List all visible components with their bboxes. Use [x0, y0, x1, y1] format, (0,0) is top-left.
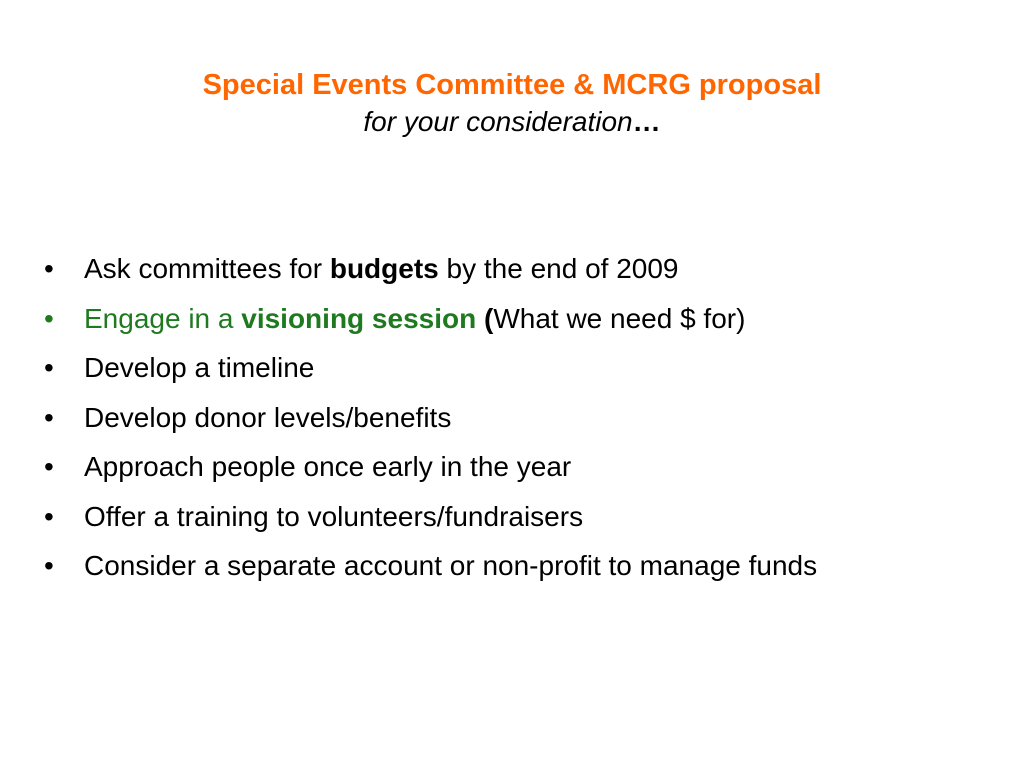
subtitle-ellipsis: …: [632, 106, 661, 137]
bullet-item: [44, 294, 1004, 344]
title-block: [0, 66, 1024, 140]
bullet-marker: •: [44, 550, 54, 581]
bullet-text-segment: by the end of 2009: [438, 253, 679, 284]
subtitle-text: for your consideration: [363, 106, 633, 137]
bullet-text-segment: Develop a timeline: [84, 352, 315, 383]
slide-title: Special Events Committee & MCRG proposal: [202, 69, 822, 101]
bullet-marker: •: [44, 451, 54, 482]
bullet-item: [44, 541, 1004, 591]
slide-subtitle: [0, 104, 1024, 140]
bullet-item: [44, 393, 1004, 443]
bullet-text-segment: Engage in a: [84, 302, 242, 334]
bullet-text-segment: budgets: [329, 253, 439, 284]
bullet-text-segment: Consider a separate account or non-profit to manage funds: [84, 550, 818, 581]
bullet-marker: •: [44, 302, 54, 334]
bullet-item: [44, 492, 1004, 542]
bullet-item: [44, 442, 1004, 492]
bullet-marker: •: [44, 500, 54, 532]
bullet-text-segment: Approach people once early in the year: [84, 451, 572, 482]
bullet-item: [44, 343, 1004, 393]
bullet-marker: •: [44, 352, 54, 383]
bullet-item: [44, 244, 1004, 294]
bullet-text-segment: (: [476, 302, 494, 334]
bullet-text-segment: Develop donor levels/benefits: [84, 401, 452, 433]
bullet-text-segment: Offer a training to volunteers/fundraisers: [84, 500, 584, 532]
bullet-list: [44, 244, 1004, 591]
bullet-text-segment: Ask committees for: [84, 253, 330, 284]
bullet-marker: •: [44, 253, 54, 284]
bullet-text-segment: visioning session: [241, 302, 477, 334]
bullet-marker: •: [44, 401, 54, 433]
bullet-text-segment: What we need $ for): [493, 302, 746, 334]
